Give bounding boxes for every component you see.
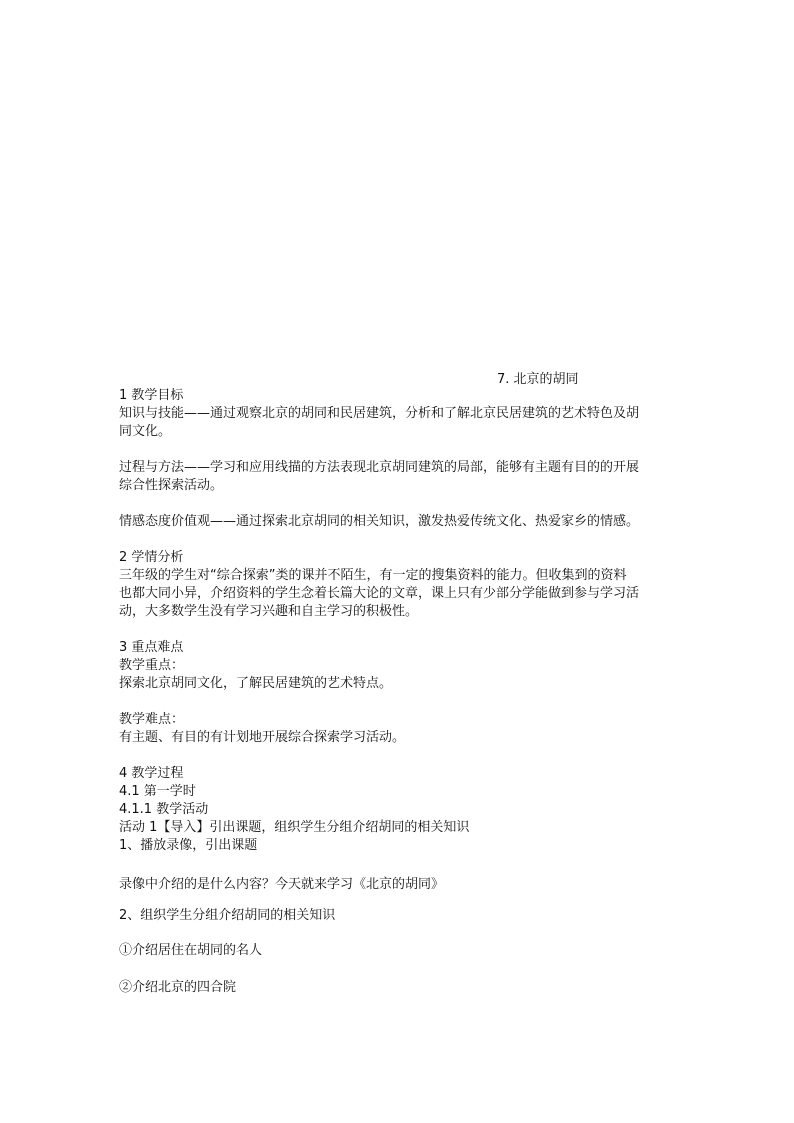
difficulty-text: 有主题、有目的有计划地开展综合探索学习活动。 [119, 730, 406, 745]
focus-text: 探索北京胡同文化，了解民居建筑的艺术特点。 [119, 676, 393, 691]
section-heading-goals: 1 教学目标 [119, 388, 184, 403]
goals-knowledge-line-1: 知识与技能——通过观察北京的胡同和民居建筑，分析和了解北京民居建筑的艺术特色及胡 [119, 406, 640, 421]
section-heading-process: 4 教学过程 [119, 766, 184, 781]
section-heading-key-points: 3 重点难点 [119, 640, 184, 655]
activity-1: 活动 1【导入】引出课题，组织学生分组介绍胡同的相关知识 [119, 820, 470, 835]
process-subheading-1: 4.1 第一学时 [119, 784, 196, 799]
goals-process-line-2: 综合性探索活动。 [119, 478, 224, 493]
process-subheading-2: 4.1.1 教学活动 [119, 802, 209, 817]
step-2: 2、组织学生分组介绍胡同的相关知识 [119, 908, 336, 923]
analysis-line-3: 动，大多数学生没有学习兴趣和自主学习的积极性。 [119, 604, 419, 619]
goals-process-line-1: 过程与方法——学习和应用线描的方法表现北京胡同建筑的局部，能够有主题有目的的开展 [119, 460, 640, 475]
list-item-1: ①介绍居住在胡同的名人 [119, 943, 263, 958]
goals-knowledge-line-2: 同文化。 [119, 424, 172, 439]
question-text: 录像中介绍的是什么内容？今天就来学习《北京的胡同》 [119, 877, 445, 892]
goals-emotion-line: 情感态度价值观——通过探索北京胡同的相关知识，激发热爱传统文化、热爱家乡的情感。 [119, 514, 640, 529]
step-1: 1、播放录像，引出课题 [119, 838, 258, 853]
document-title: 7. 北京的胡同 [497, 372, 579, 387]
analysis-line-2: 也都大同小异，介绍资料的学生念着长篇大论的文章，课上只有少部分学能做到参与学习活 [119, 586, 640, 601]
list-item-2: ②介绍北京的四合院 [119, 980, 237, 995]
difficulty-label: 教学难点： [119, 712, 185, 727]
analysis-line-1: 三年级的学生对“综合探索”类的课并不陌生，有一定的搜集资料的能力。但收集到的资料 [119, 568, 627, 583]
focus-label: 教学重点： [119, 658, 185, 673]
section-heading-analysis: 2 学情分析 [119, 550, 184, 565]
